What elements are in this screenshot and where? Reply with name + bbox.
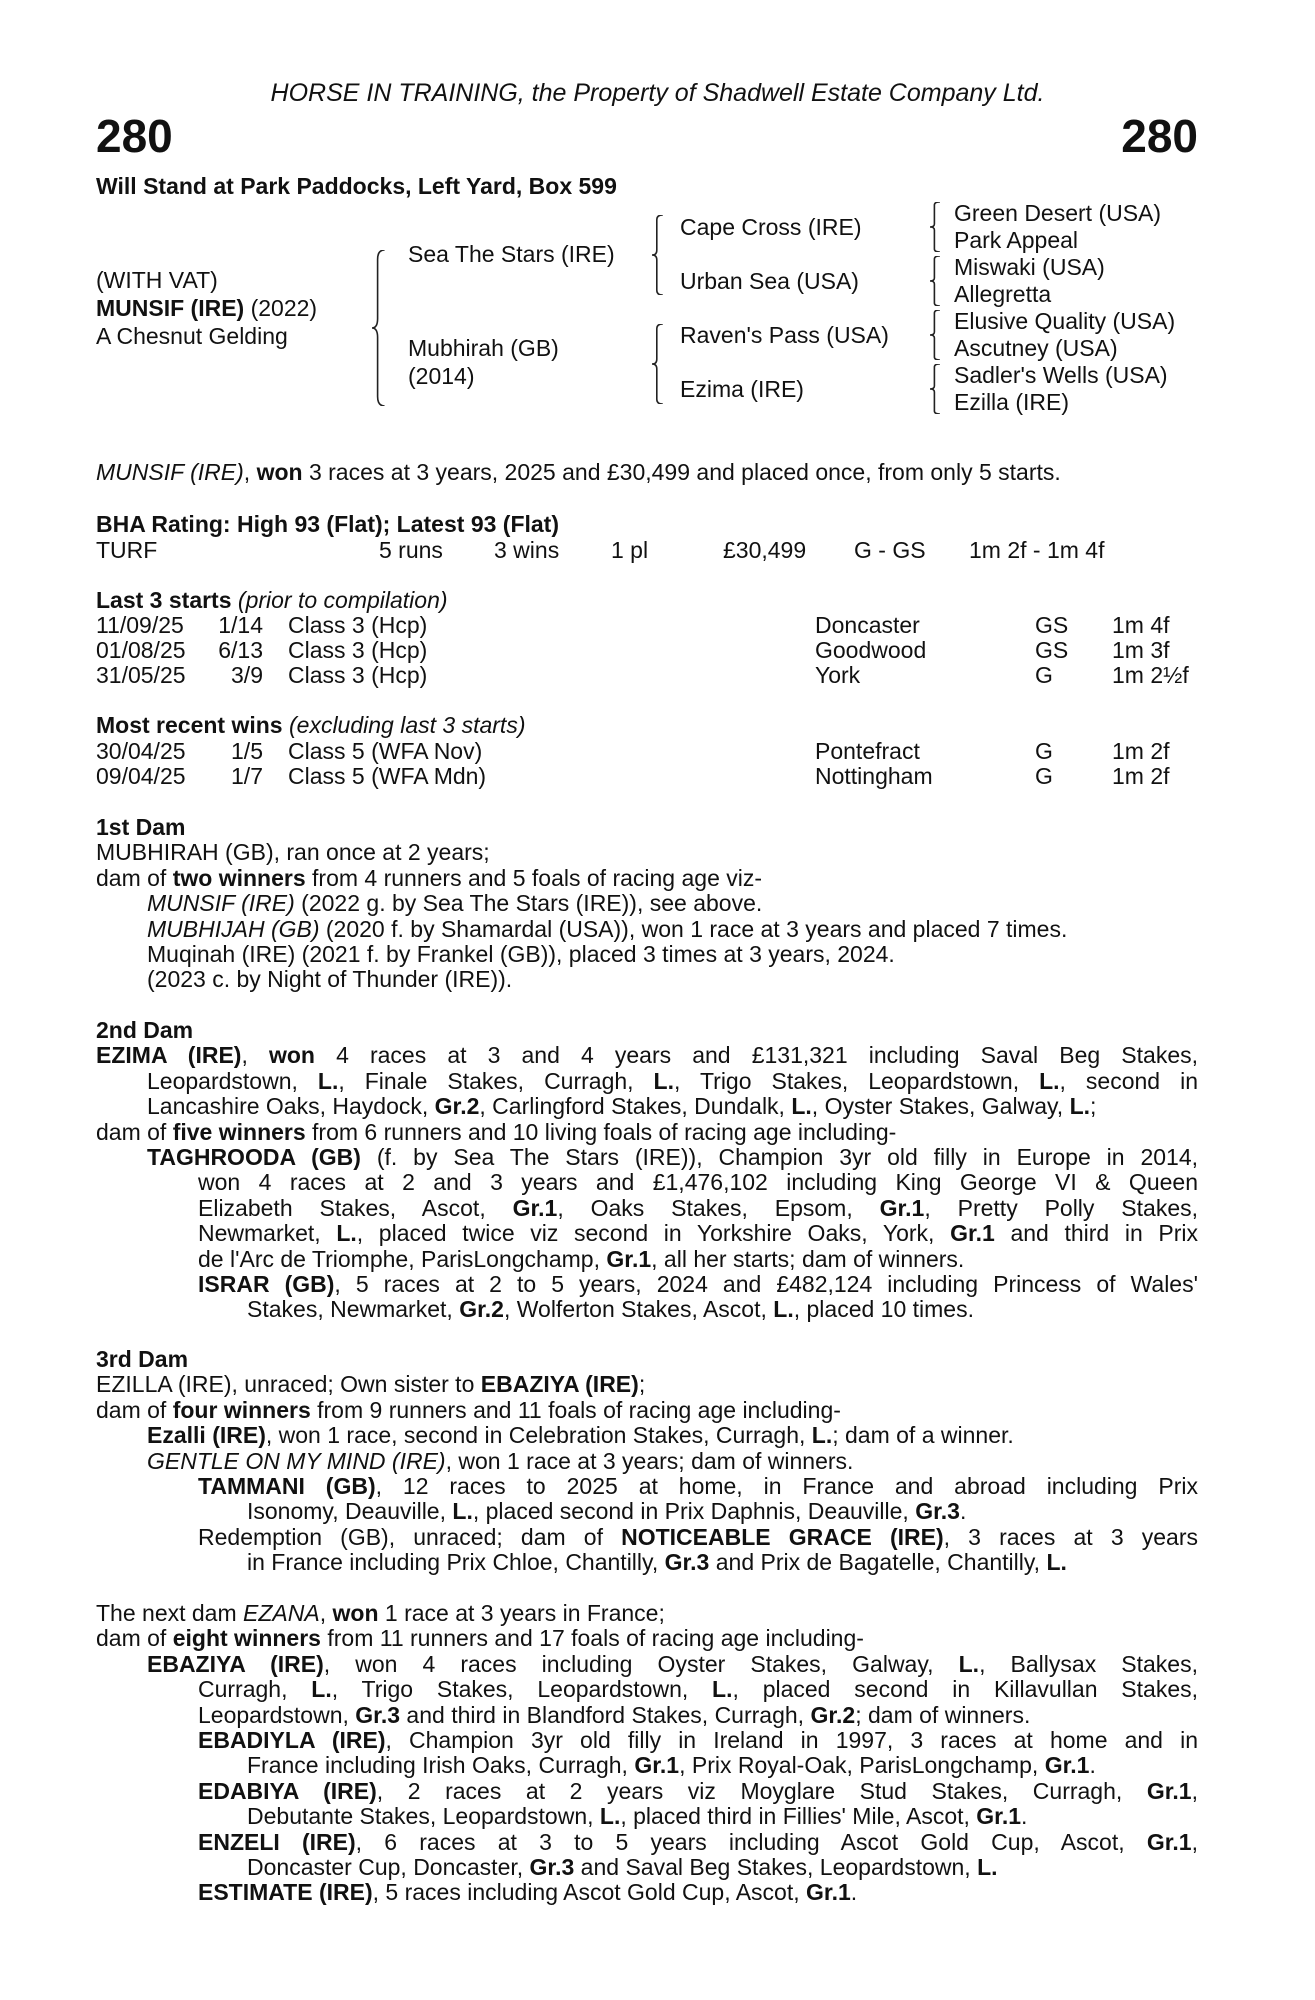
text-run: France including Irish Oaks, Curragh,	[247, 1752, 635, 1779]
text-run: dam of	[96, 1396, 173, 1423]
italic-text: GENTLE ON MY MIND (IRE)	[147, 1447, 446, 1474]
runs: 5 runs	[379, 537, 443, 563]
sire: Sea The Stars (IRE)	[408, 241, 615, 267]
granddam-maternal: Ezima (IRE)	[680, 376, 804, 402]
text-run: in France including Prix Chloe, Chantilly,	[247, 1549, 665, 1576]
text-line	[198, 1677, 1198, 1702]
text-line	[247, 1499, 1198, 1524]
last-starts-heading	[96, 587, 448, 613]
text-line	[147, 891, 1198, 916]
text-run: MUBHIRAH (GB), ran once at 2 years;	[96, 839, 490, 866]
text-run: .	[850, 1879, 858, 1906]
bold-text: Gr.3	[664, 1549, 710, 1576]
text-run: ;	[1090, 1093, 1097, 1120]
gen3-ancestor: Park Appeal	[954, 227, 1079, 253]
text-run: ,	[243, 459, 257, 485]
text-run: , Oaks Stakes, Epsom,	[557, 1194, 880, 1221]
italic-text: EZANA	[243, 1600, 320, 1626]
text-run: and third in Blandford Stakes, Curragh,	[400, 1701, 811, 1728]
text-line	[96, 1120, 1198, 1145]
text-line	[198, 1728, 1198, 1753]
pedigree-brace-icon	[652, 324, 664, 404]
text-run: , Trigo Stakes, Leopardstown,	[674, 1067, 1040, 1094]
recent-wins-note: (excluding last 3 starts)	[282, 712, 526, 738]
race-going: G	[1035, 763, 1053, 789]
text-line	[247, 1550, 1198, 1575]
bold-text: L.	[811, 1422, 833, 1449]
text-run: dam of	[96, 1118, 173, 1145]
bold-text: L.	[1046, 1549, 1067, 1576]
horse-name-line	[96, 295, 317, 321]
text-run: , Wolferton Stakes, Ascot,	[503, 1296, 774, 1323]
gen3-ancestor: Green Desert (USA)	[954, 200, 1162, 226]
bold-text: won	[268, 1042, 315, 1069]
second-dam-section	[96, 1018, 1198, 1323]
text-line	[96, 1372, 1198, 1397]
text-run: (2020 f. by Shamardal (USA)), won 1 race at 3 years and placed 7 times.	[319, 915, 1068, 942]
text-run: 3 races at 3 years, 2025 and £30,499 and placed once, from only 5 starts.	[302, 459, 1061, 485]
pedigree-brace-icon	[930, 310, 941, 360]
race-going: G	[1035, 662, 1053, 688]
race-going: GS	[1035, 637, 1069, 663]
race-going: GS	[1035, 612, 1069, 638]
text-run: 4 races at 3 and 4 years and £131,321 including Saval Beg Stakes,	[314, 1042, 1198, 1069]
distance-range: 1m 2f - 1m 4f	[969, 537, 1105, 563]
text-run: ; dam of a winner.	[832, 1422, 1014, 1449]
bold-text: five winners	[172, 1118, 306, 1145]
text-line	[247, 1297, 1198, 1322]
text-line	[96, 1626, 1198, 1651]
text-run: Leopardstown,	[147, 1067, 318, 1094]
text-run: ; dam of winners.	[855, 1701, 1031, 1728]
text-run: , Carlingford Stakes, Dundalk,	[479, 1093, 792, 1120]
earnings: £30,499	[723, 537, 807, 563]
text-run: , 5 races at 2 to 5 years, 2024 and £482,124 including Princess of Wales'	[334, 1270, 1198, 1297]
text-run: , placed twice viz second in Yorkshire Oaks, York,	[356, 1220, 951, 1247]
bold-text: Ezalli (IRE)	[147, 1422, 266, 1449]
race-dist: 1m 2½f	[1112, 662, 1189, 688]
text-run: .	[959, 1498, 967, 1525]
bold-text: L.	[977, 1853, 998, 1880]
text-run: Lancashire Oaks, Haydock,	[147, 1093, 435, 1120]
race-race: Class 3 (Hcp)	[288, 637, 428, 663]
pedigree-brace-icon	[652, 215, 664, 295]
bold-text: ENZELI (IRE)	[198, 1828, 356, 1855]
race-course: Nottingham	[815, 763, 933, 789]
text-line	[198, 1221, 1198, 1246]
text-run: 1 race at 3 years in France;	[378, 1600, 665, 1626]
text-run: , won 4 races including Oyster Stakes, Galway,	[323, 1650, 959, 1677]
bold-text: EDABIYA (IRE)	[198, 1777, 377, 1804]
text-run: , placed second in Killavullan Stakes,	[732, 1676, 1198, 1703]
bold-text: EBAZIYA (IRE)	[480, 1371, 639, 1398]
text-line	[147, 1069, 1198, 1094]
text-run: , placed second in Prix Daphnis, Deauville,	[472, 1498, 916, 1525]
text-run: .	[1089, 1752, 1096, 1779]
text-line	[198, 1703, 1198, 1728]
text-line	[96, 1398, 1198, 1423]
text-run: and Prix de Bagatelle, Chantilly,	[709, 1549, 1047, 1576]
stand-info: Will Stand at Park Paddocks, Left Yard, Box 599	[96, 173, 617, 199]
text-run: Debutante Stakes, Leopardstown,	[247, 1803, 600, 1830]
bold-text: L.	[311, 1676, 332, 1703]
text-run: Redemption (GB), unraced; dam of	[198, 1523, 622, 1550]
race-pos: 3/9	[231, 662, 263, 688]
text-run: (f. by Sea The Stars (IRE)), Champion 3yr old filly in Europe in 2014,	[360, 1143, 1199, 1170]
text-line	[147, 1423, 1198, 1448]
bold-text: L.	[958, 1650, 980, 1677]
text-run: , Ballysax Stakes,	[979, 1650, 1198, 1677]
text-line	[96, 1043, 1198, 1068]
race-summary	[96, 460, 1198, 485]
bold-text: ISRAR (GB)	[198, 1270, 335, 1297]
text-run: , 5 races including Ascot Gold Cup, Ascot,	[372, 1879, 807, 1906]
text-run: and Saval Beg Stakes, Leopardstown,	[574, 1853, 978, 1880]
text-run: from 4 runners and 5 foals of racing age viz-	[305, 864, 763, 891]
vat-label: (WITH VAT)	[96, 267, 218, 293]
text-run: Leopardstown,	[198, 1701, 356, 1728]
horse-year: (2022)	[244, 295, 318, 321]
surface: TURF	[96, 537, 158, 563]
bold-text: Gr.3	[529, 1853, 575, 1880]
text-run: , Prix Royal-Oak, ParisLongchamp,	[679, 1752, 1045, 1779]
text-line	[96, 866, 1198, 891]
last-starts-note: (prior to compilation)	[231, 587, 448, 613]
turf-record-row	[0, 537, 1315, 563]
pedigree-brace-icon	[930, 364, 941, 414]
text-run: , placed 10 times.	[793, 1296, 974, 1323]
text-line	[198, 1272, 1198, 1297]
text-line	[147, 967, 1198, 992]
pedigree-brace-icon	[930, 202, 941, 252]
text-run: , Pretty Polly Stakes,	[924, 1194, 1198, 1221]
race-dist: 1m 2f	[1112, 738, 1170, 764]
last-starts-title: Last 3 starts	[96, 587, 232, 613]
grandsire-maternal: Raven's Pass (USA)	[680, 322, 889, 348]
lot-number-left: 280	[96, 110, 173, 162]
italic-text: MUBHIJAH (GB)	[147, 915, 320, 942]
bold-text: L.	[317, 1067, 339, 1094]
text-run: dam of	[96, 864, 173, 891]
race-race: Class 3 (Hcp)	[288, 662, 428, 688]
text-run: , won 1 race, second in Celebration Stakes, Curragh,	[265, 1422, 812, 1449]
text-line	[247, 1804, 1198, 1829]
race-course: Goodwood	[815, 637, 927, 663]
bold-text: four winners	[172, 1396, 311, 1423]
text-run: dam of	[96, 1625, 173, 1652]
text-line	[147, 917, 1198, 942]
text-run: (2023 c. by Night of Thunder (IRE)).	[147, 966, 513, 993]
bold-text: Gr.2	[434, 1093, 480, 1120]
text-run: , 12 races to 2025 at home, in France and abroad including Prix	[375, 1472, 1198, 1499]
bold-text: TAMMANI (GB)	[198, 1472, 376, 1499]
granddam-paternal: Urban Sea (USA)	[680, 268, 859, 294]
bold-text: Gr.2	[459, 1296, 504, 1323]
bold-text: Gr.2	[810, 1701, 856, 1728]
bold-text: L.	[773, 1296, 794, 1323]
bold-text: L.	[1039, 1067, 1060, 1094]
summary-line	[96, 460, 1198, 485]
text-run: from 9 runners and 11 foals of racing age including-	[310, 1396, 841, 1423]
race-row	[0, 637, 1315, 663]
bold-text: Gr.1	[976, 1803, 1022, 1830]
race-race: Class 5 (WFA Nov)	[288, 738, 483, 764]
bold-text: Gr.1	[806, 1879, 851, 1906]
bold-text: L.	[336, 1220, 357, 1247]
race-dist: 1m 4f	[1112, 612, 1170, 638]
race-pos: 1/14	[218, 612, 263, 638]
gen3-ancestor: Elusive Quality (USA)	[954, 308, 1176, 334]
text-run: , 2 races at 2 years viz Moyglare Stud Stakes, Curragh,	[376, 1777, 1147, 1804]
race-dist: 1m 3f	[1112, 637, 1170, 663]
text-run: The next dam	[96, 1600, 244, 1626]
text-line	[198, 1474, 1198, 1499]
race-pos: 1/5	[231, 738, 263, 764]
horse-name: MUNSIF (IRE)	[96, 295, 245, 321]
text-run: , Oyster Stakes, Galway,	[811, 1093, 1070, 1120]
text-run: won 4 races at 2 and 3 years and £1,476,102 including King George VI & Queen	[198, 1169, 1198, 1196]
text-line	[96, 1601, 1198, 1626]
bold-text: L.	[452, 1498, 473, 1525]
text-run: from 11 runners and 17 foals of racing age including-	[320, 1625, 864, 1652]
text-run: .	[1021, 1803, 1028, 1830]
italic-text: MUNSIF (IRE)	[147, 890, 295, 917]
text-run: , second in	[1059, 1067, 1198, 1094]
race-date: 09/04/25	[96, 763, 186, 789]
race-row	[0, 738, 1315, 764]
dam: Mubhirah (GB)	[408, 335, 559, 361]
page-header-title: HORSE IN TRAINING, the Property of Shadwell Estate Company Ltd.	[270, 79, 1045, 107]
dam-year: (2014)	[408, 363, 475, 389]
lot-number-right: 280	[1121, 110, 1198, 162]
pedigree-brace-icon	[930, 256, 941, 306]
italic-text: MUNSIF (IRE)	[96, 459, 244, 485]
text-line	[147, 1449, 1198, 1474]
race-course: Pontefract	[815, 738, 920, 764]
bold-text: L.	[791, 1093, 812, 1120]
race-date: 01/08/25	[96, 637, 186, 663]
recent-wins-title: Most recent wins	[96, 712, 283, 738]
first-dam-section	[96, 815, 1198, 993]
race-row	[0, 612, 1315, 638]
race-dist: 1m 2f	[1112, 763, 1170, 789]
text-run: , placed third in Fillies' Mile, Ascot,	[620, 1803, 977, 1830]
bold-text: Gr.1	[606, 1245, 652, 1272]
wins: 3 wins	[494, 537, 560, 563]
race-pos: 6/13	[218, 637, 263, 663]
text-line	[147, 1145, 1198, 1170]
text-line	[96, 840, 1198, 865]
race-date: 11/09/25	[96, 612, 184, 638]
placed: 1 pl	[611, 537, 649, 563]
text-run: Muqinah (IRE) (2021 f. by Frankel (GB)), placed 3 times at 3 years, 2024.	[147, 940, 895, 967]
text-run: , Champion 3yr old filly in Ireland in 1997, 3 races at home and in	[385, 1726, 1198, 1753]
bold-text: Gr.1	[879, 1194, 925, 1221]
bold-text: Gr.3	[915, 1498, 960, 1525]
race-row	[0, 763, 1315, 789]
text-line	[247, 1855, 1198, 1880]
race-race: Class 3 (Hcp)	[288, 612, 428, 638]
bold-text: EBADIYLA (IRE)	[198, 1726, 386, 1753]
text-run: , all her starts; dam of winners.	[651, 1245, 965, 1272]
text-run: Newmarket,	[198, 1220, 337, 1247]
bold-text: Gr.3	[355, 1701, 401, 1728]
text-line	[147, 1094, 1198, 1119]
section-heading: 1st Dam	[96, 814, 186, 840]
bold-text: L.	[1069, 1093, 1091, 1120]
text-run: EZILLA (IRE), unraced; Own sister to	[96, 1371, 481, 1398]
text-run: ,	[1191, 1828, 1198, 1855]
pedigree-brace-icon	[372, 250, 386, 406]
bold-text: Gr.1	[512, 1194, 558, 1221]
text-run: , Finale Stakes, Curragh,	[338, 1067, 654, 1094]
text-line	[198, 1247, 1198, 1272]
text-run: and third in Prix	[994, 1220, 1198, 1247]
text-line	[198, 1880, 1198, 1905]
section-heading: 2nd Dam	[96, 1017, 194, 1043]
race-going: G	[1035, 738, 1053, 764]
text-run: Curragh,	[198, 1676, 312, 1703]
text-run: , 3 races at 3 years	[943, 1523, 1198, 1550]
race-pos: 1/7	[231, 763, 263, 789]
text-line	[198, 1196, 1198, 1221]
text-line	[247, 1753, 1198, 1778]
text-run: , Trigo Stakes, Leopardstown,	[331, 1676, 713, 1703]
bold-text: L.	[653, 1067, 674, 1094]
text-run: , won 1 race at 3 years; dam of winners.	[445, 1447, 854, 1474]
bold-text: won	[256, 459, 303, 485]
next-dam-section	[96, 1601, 1198, 1906]
bold-text: L.	[599, 1803, 621, 1830]
bold-text: ESTIMATE (IRE)	[198, 1879, 373, 1906]
text-line	[198, 1170, 1198, 1195]
going-range: G - GS	[854, 537, 926, 563]
text-run: Isonomy, Deauville,	[247, 1498, 453, 1525]
bold-text: Gr.1	[1044, 1752, 1090, 1779]
text-run: ,	[241, 1042, 269, 1069]
text-run: from 6 runners and 10 living foals of racing age including-	[305, 1118, 897, 1145]
text-run: ,	[319, 1600, 333, 1626]
bold-text: Gr.1	[634, 1752, 680, 1779]
gen3-ancestor: Allegretta	[954, 281, 1052, 307]
third-dam-section	[96, 1347, 1198, 1576]
bold-text: Gr.1	[1146, 1777, 1192, 1804]
bold-text: two winners	[172, 864, 306, 891]
text-line	[198, 1525, 1198, 1550]
text-run: ,	[1191, 1777, 1198, 1804]
gen3-ancestor: Ezilla (IRE)	[954, 389, 1070, 415]
section-heading: 3rd Dam	[96, 1346, 189, 1372]
race-course: Doncaster	[815, 612, 920, 638]
bold-text: L.	[712, 1676, 733, 1703]
text-run: Stakes, Newmarket,	[247, 1296, 460, 1323]
text-run: ;	[638, 1371, 646, 1398]
race-row	[0, 662, 1315, 688]
bold-text: eight winners	[172, 1625, 321, 1652]
text-line	[198, 1779, 1198, 1804]
bold-text: TAGHROODA (GB)	[147, 1143, 361, 1170]
text-line	[147, 1652, 1198, 1677]
text-run: Doncaster Cup, Doncaster,	[247, 1853, 530, 1880]
bold-text: won	[332, 1600, 379, 1626]
race-date: 30/04/25	[96, 738, 186, 764]
race-date: 31/05/25	[96, 662, 186, 688]
bold-text: NOTICEABLE GRACE (IRE)	[621, 1523, 944, 1550]
text-run: , 6 races at 3 to 5 years including Ascot Gold Cup, Ascot,	[355, 1828, 1147, 1855]
race-race: Class 5 (WFA Mdn)	[288, 763, 487, 789]
bold-text: Gr.1	[950, 1220, 995, 1247]
gen3-ancestor: Miswaki (USA)	[954, 254, 1105, 280]
bha-rating: BHA Rating: High 93 (Flat); Latest 93 (Flat)	[96, 511, 559, 537]
gen3-ancestor: Sadler's Wells (USA)	[954, 362, 1168, 388]
bold-text: Gr.1	[1146, 1828, 1192, 1855]
text-run: Elizabeth Stakes, Ascot,	[198, 1194, 513, 1221]
text-line	[147, 942, 1198, 967]
text-line	[198, 1830, 1198, 1855]
text-run: de l'Arc de Triomphe, ParisLongchamp,	[198, 1245, 607, 1272]
grandsire-paternal: Cape Cross (IRE)	[680, 214, 862, 240]
gen3-ancestor: Ascutney (USA)	[954, 335, 1118, 361]
recent-wins-heading	[96, 712, 525, 738]
horse-description: A Chesnut Gelding	[96, 323, 288, 349]
bold-text: EZIMA (IRE)	[96, 1042, 242, 1069]
bold-text: EBAZIYA (IRE)	[147, 1650, 324, 1677]
race-course: York	[815, 662, 861, 688]
text-run: (2022 g. by Sea The Stars (IRE)), see above.	[294, 890, 763, 917]
